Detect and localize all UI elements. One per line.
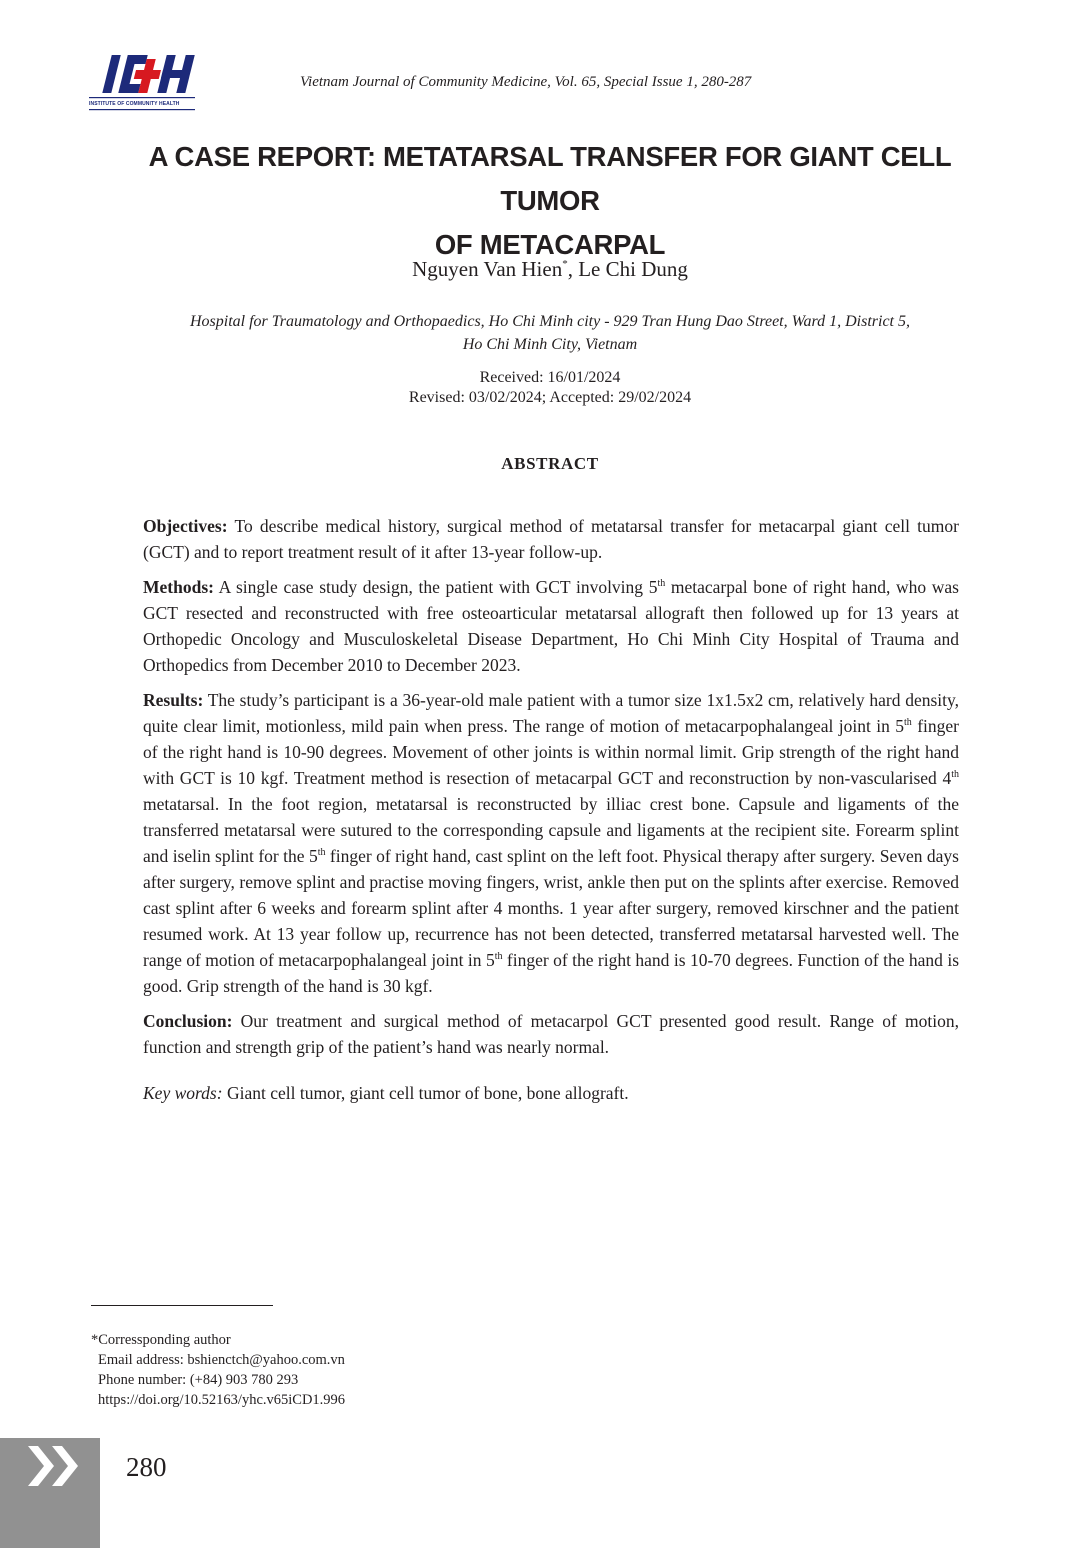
affiliation: [110, 310, 990, 356]
author-name: Le Chi Dung: [578, 257, 688, 281]
methods-paragraph: [143, 574, 959, 678]
section-label: Conclusion:: [143, 1011, 233, 1031]
section-label: Results:: [143, 690, 204, 710]
paragraph-text: finger of the right hand is 10-90 degrees. Movement of other joints is within normal limit. Grip strength of the right hand with GCT is 10 kgf. Treatment method is resection of metacarpal GCT and reconstruction by non-vascularised 4: [143, 716, 959, 788]
conclusion-paragraph: [143, 1008, 959, 1060]
article-dates: [100, 368, 1000, 408]
affiliation-line: Hospital for Traumatology and Orthopaedics, Ho Chi Minh city - 929 Tran Hung Dao Street, Ward 1, District 5,: [189, 313, 910, 330]
revised-accepted-dates: Revised: 03/02/2024; Accepted: 29/02/2024: [408, 389, 692, 406]
page-number: 280: [126, 1452, 167, 1482]
journal-citation: Vietnam Journal of Community Medicine, Vol. 65, Special Issue 1, 280-287: [300, 74, 752, 90]
results-paragraph: [143, 687, 959, 999]
paragraph-text: finger of right hand, cast splint on the left foot. Physical therapy after surgery. Seven days after surgery, remove splint and practise moving fingers, wrist, ankle then put on the splints after exercise. Removed cast splint after 6 weeks and forearm splint after 4 months. 1 year after surgery, removed kirschner and the patient resumed work. At 13 year follow up, recurrence has not been detected, transferred metatarsal harvested well. The range of motion of metacarpophalangeal joint in 5: [143, 846, 959, 970]
corresponding-author-note: *Corressponding author: [91, 1332, 231, 1348]
paragraph-text: metatarsal. In the foot region, metatarsal is reconstructed by illiac crest bone. Capsule and ligaments of the transferred metatarsal were sutured to the corresponding capsule and ligaments at the recipient site. Forearm splint and iselin splint for the 5: [143, 794, 959, 866]
paragraph-text: metacarpal bone of right hand, who was GCT resected and reconstructed with free osteoarticular metatarsal allograft then followed up for 13 years at Orthopedic Oncology and Musculoskeletal Disease Department, Ho Chi Minh City Hospital of Trauma and Orthopedics from December 2010 to December 2023.: [143, 577, 959, 675]
logo-caption: INSTITUTE OF COMMUNITY HEALTH: [89, 101, 180, 107]
abstract-body: [143, 513, 959, 1115]
article-title: [100, 135, 1000, 267]
paragraph-text: The study’s participant is a 36-year-old male patient with a tumor size 1x1.5x2 cm, relatively hard density, quite clear limit, motionless, mild pain when press. The range of motion of metacarpophalangeal joint in 5: [143, 690, 959, 736]
author-list: [100, 257, 1000, 282]
objectives-paragraph: [143, 513, 959, 565]
ordinal-suffix: th: [904, 717, 912, 728]
abstract-heading: ABSTRACT: [501, 454, 599, 473]
paragraph-text: A single case study design, the patient with GCT involving 5: [213, 577, 658, 597]
ordinal-suffix: th: [657, 578, 666, 589]
ordinal-suffix: th: [317, 847, 326, 858]
title-line-2: OF METACARPAL: [434, 229, 666, 260]
section-label: Methods:: [143, 577, 214, 597]
ordinal-suffix: th: [951, 769, 959, 780]
keywords-label: Key words:: [143, 1083, 223, 1103]
affiliation-line: Ho Chi Minh City, Vietnam: [462, 336, 638, 353]
double-chevron-icon: [0, 1438, 100, 1498]
doi-link[interactable]: https://doi.org/10.52163/yhc.v65iCD1.996: [98, 1392, 346, 1408]
corresponding-mark: *: [562, 258, 568, 270]
ordinal-suffix: th: [494, 951, 503, 962]
section-label: Objectives:: [143, 516, 228, 536]
keywords-paragraph: [143, 1080, 959, 1106]
author-name: Nguyen Van Hien: [412, 257, 563, 281]
phone-number: Phone number: (+84) 903 780 293: [98, 1372, 299, 1388]
footnote-divider: [91, 1305, 273, 1306]
paragraph-text: To describe medical history, surgical method of metatarsal transfer for metacarpal giant cell tumor (GCT) and to report treatment result of it after 13-year follow-up.: [143, 516, 959, 562]
author-separator: ,: [567, 257, 579, 281]
footnote: [91, 1330, 591, 1410]
received-date: Received: 16/01/2024: [479, 369, 621, 386]
title-line-1: A CASE REPORT: METATARSAL TRANSFER FOR GIANT CELL TUMOR: [148, 141, 952, 216]
paragraph-text: Our treatment and surgical method of metacarpol GCT presented good result. Range of motion, function and strength grip of the patient’s hand was nearly normal.: [143, 1011, 959, 1057]
email-address: Email address: bshienctch@yahoo.com.vn: [98, 1352, 345, 1368]
paragraph-text: finger of the right hand is 10-70 degrees. Function of the hand is good. Grip strength of the hand is 30 kgf.: [143, 950, 960, 996]
page-corner-block: [0, 1438, 100, 1548]
keywords-text: Giant cell tumor, giant cell tumor of bone, bone allograft.: [222, 1083, 629, 1103]
